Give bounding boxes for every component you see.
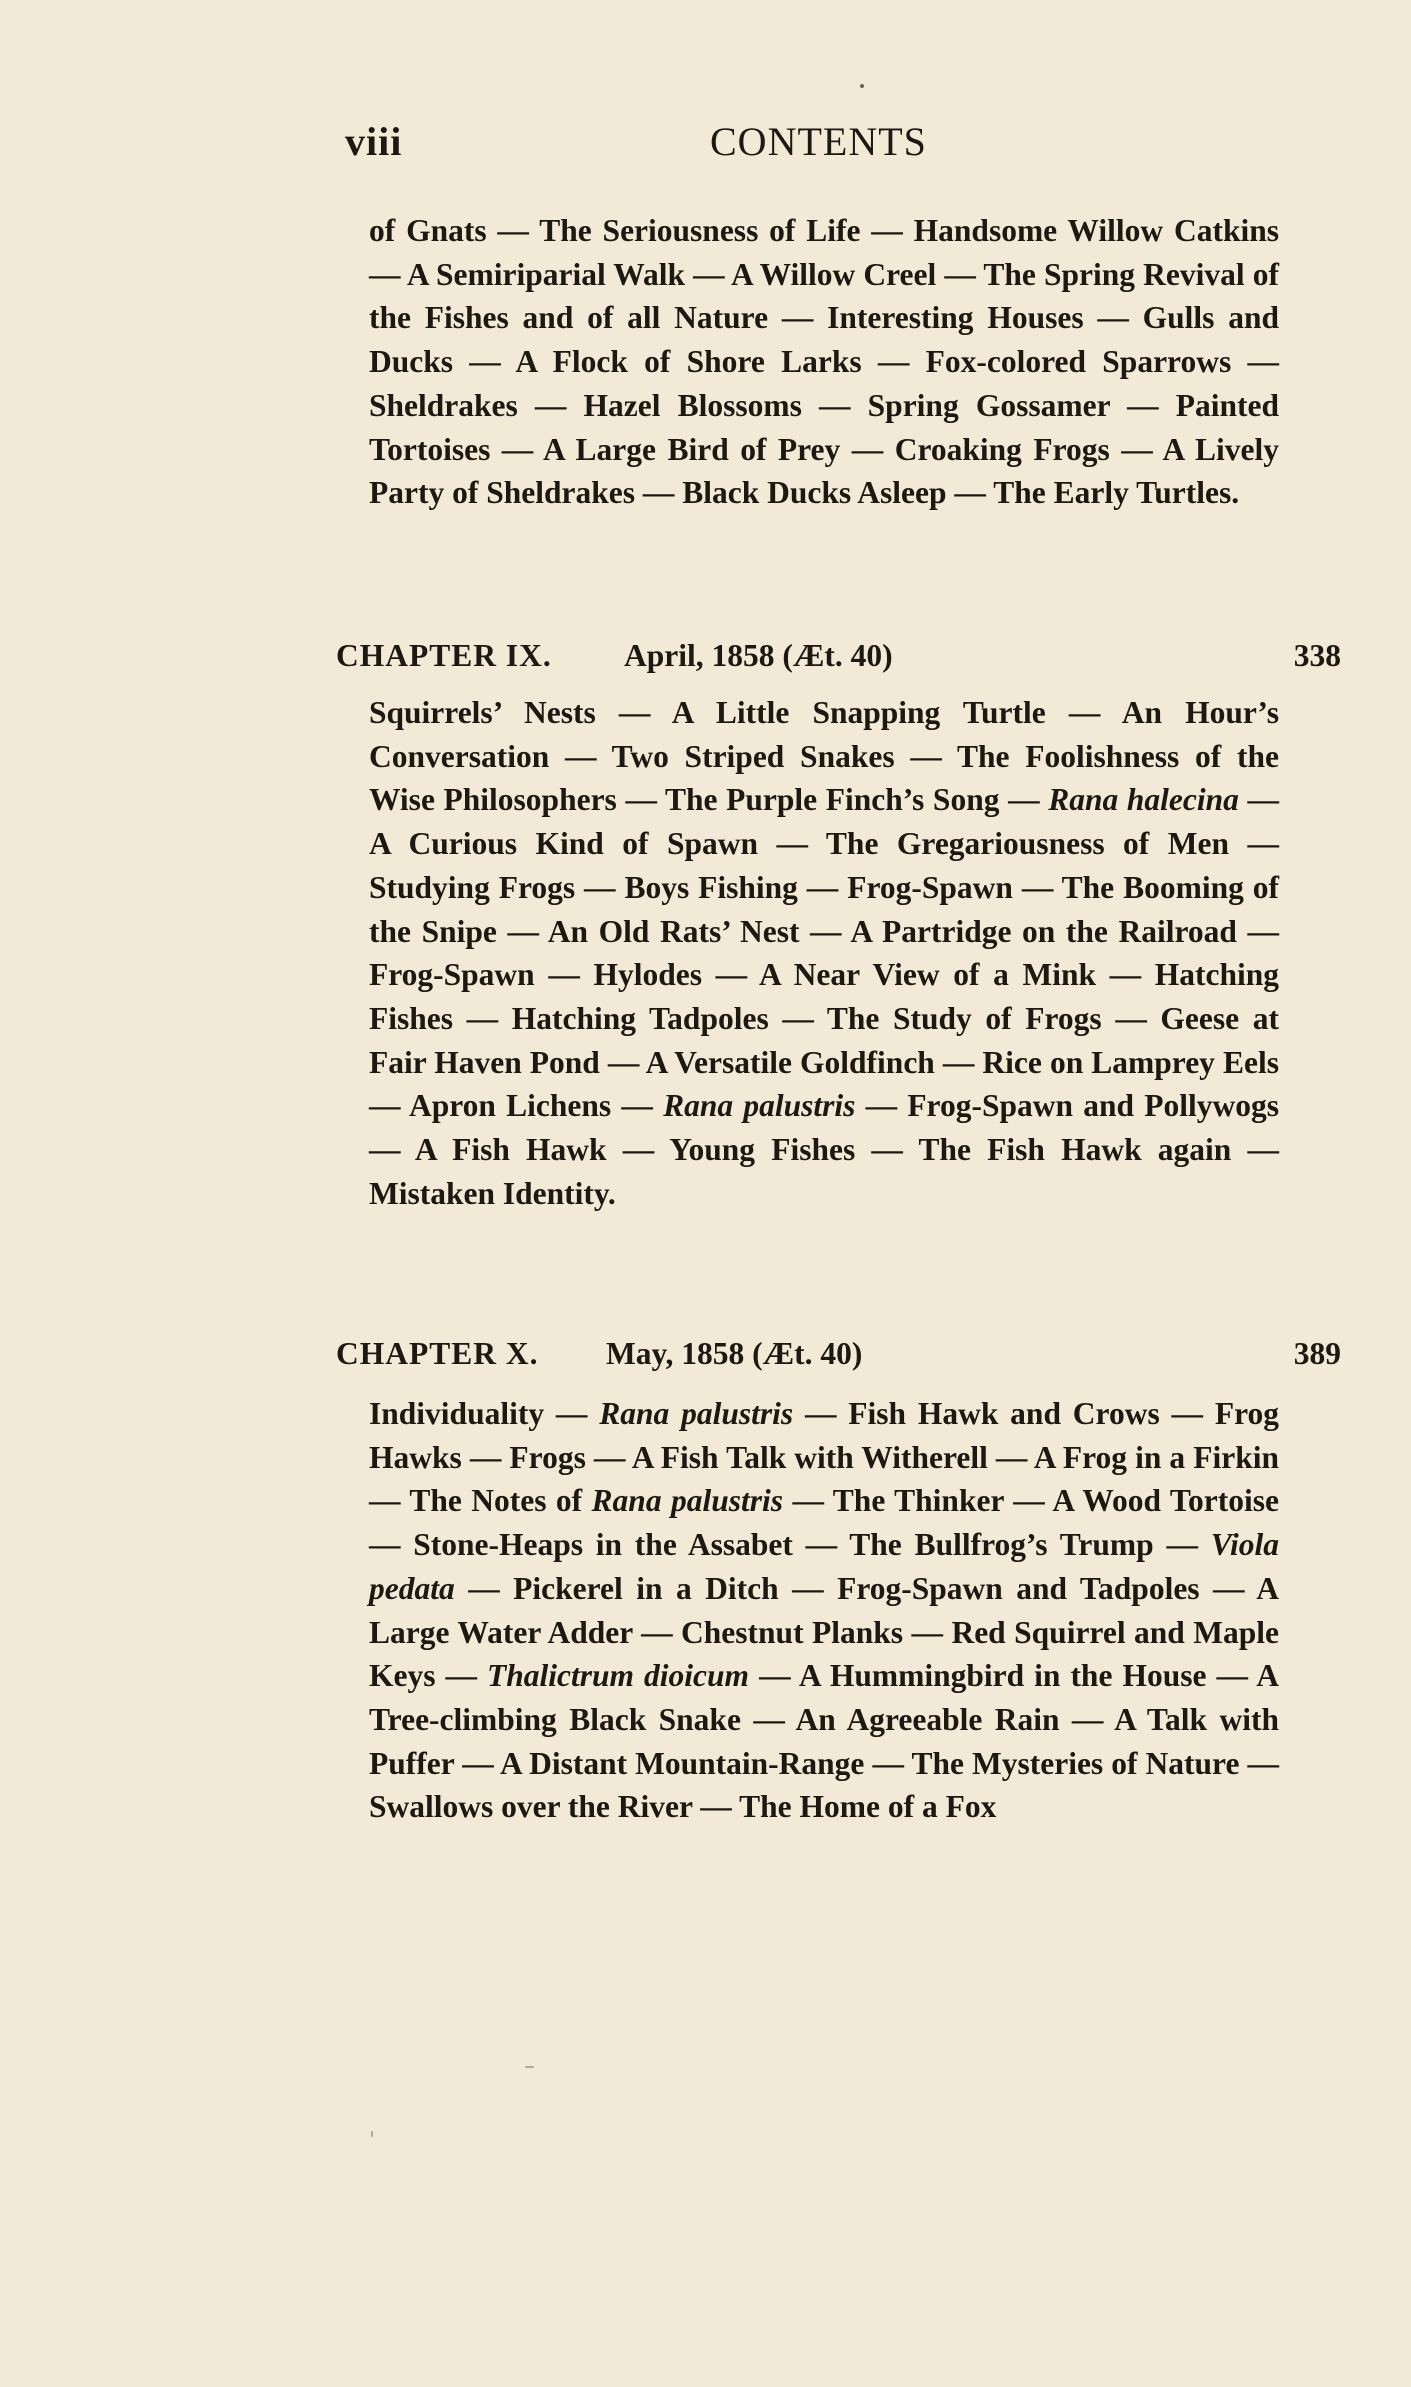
summary-text-italic: Rana halecina bbox=[1048, 782, 1239, 818]
summary-text-italic: Rana palustris bbox=[591, 1483, 784, 1519]
summary-text: of Gnats — The Seriousness of Life — Handsome Willow Catkins — A Semiriparial Walk — A Willow Creel — The Spring Revival of the Fishes and of all Nature — Interesting Houses — Gulls and Ducks — A Flock of Shore Larks — Fox-colored Sparrows — Sheldrakes — Hazel Blossoms — Spring Gossamer — Painted Tortoises — A Large Bird of Prey — Croaking Frogs — A Lively Party of Sheldrakes — Black Ducks Asleep — The Early Turtles. bbox=[369, 213, 1279, 511]
chapter-heading bbox=[336, 1336, 1341, 1380]
chapter-label: CHAPTER X. bbox=[336, 1336, 539, 1371]
summary-text: — The Thinker — A Wood Tortoise — Stone-Heaps in the Assabet — The Bullfrog’s Trump — bbox=[369, 1483, 1279, 1563]
summary-text-italic: Viola pedata bbox=[369, 1527, 1279, 1606]
summary-text: Squirrels’ Nests — A Little Snapping Turtle — An Hour’s Conversation — Two Striped Snakes — The Foolishness of the Wise Philosophers — The Purple Finch’s Song — bbox=[369, 695, 1279, 818]
summary-text: — Fish Hawk and Crows — Frog Hawks — Frogs — A Fish Talk with Witherell — A Frog in a Firkin — The Notes of bbox=[369, 1396, 1279, 1519]
paper-speck bbox=[371, 2131, 373, 2137]
chapter-page-number: 338 bbox=[1293, 638, 1341, 673]
page-number: viii bbox=[345, 119, 403, 164]
summary-text: — Pickerel in a Ditch — Frog-Spawn and Tadpoles — A Large Water Adder — Chestnut Planks — Red Squirrel and Maple Keys — bbox=[369, 1570, 1279, 1694]
chapter-page-number: 389 bbox=[1293, 1336, 1341, 1371]
summary-text-italic: Rana palustris bbox=[663, 1088, 856, 1124]
summary-text: — A Hummingbird in the House — A Tree-climbing Black Snake — An Agreeable Rain — A Talk with Puffer — A Distant Mountain-Range — The Mysteries of Nature — Swallows over the River — The Home of a Fox bbox=[369, 1658, 1279, 1825]
page-title: CONTENTS bbox=[710, 119, 927, 164]
summary-text: Individuality — bbox=[369, 1396, 600, 1431]
paper-speck bbox=[860, 84, 864, 88]
summary-text: — A Curious Kind of Spawn — The Gregariousness of Men — Studying Frogs — Boys Fishing — Frog-Spawn — The Booming of the Snipe — An Old Rats’ Nest — A Partridge on the Railroad — Frog-Spawn — Hylodes — A Near View of a Mink — Hatching Fishes — Hatching Tadpoles — The Study of Frogs — Geese at Fair Haven Pond — A Versatile Goldfinch — Rice on Lamprey Eels — Apron Lichens — bbox=[369, 782, 1279, 1124]
continued-chapter-summary bbox=[369, 209, 1279, 515]
summary-text-italic: Rana palustris bbox=[599, 1396, 794, 1431]
chapter-label: CHAPTER IX. bbox=[336, 638, 552, 673]
chapter-date: April, 1858 (Æt. 40) bbox=[624, 638, 893, 673]
summary-text: — Frog-Spawn and Pollywogs — A Fish Hawk — Young Fishes — The Fish Hawk again — Mistaken Identity. bbox=[369, 1088, 1279, 1211]
summary-text-italic: Thalictrum dioicum bbox=[487, 1658, 750, 1694]
paper-speck bbox=[525, 2066, 534, 2068]
chapter-summary bbox=[369, 1392, 1279, 1829]
chapter-heading bbox=[336, 638, 1341, 682]
chapter-date: May, 1858 (Æt. 40) bbox=[606, 1336, 863, 1371]
chapter-summary bbox=[369, 691, 1279, 1215]
running-head bbox=[345, 118, 965, 178]
